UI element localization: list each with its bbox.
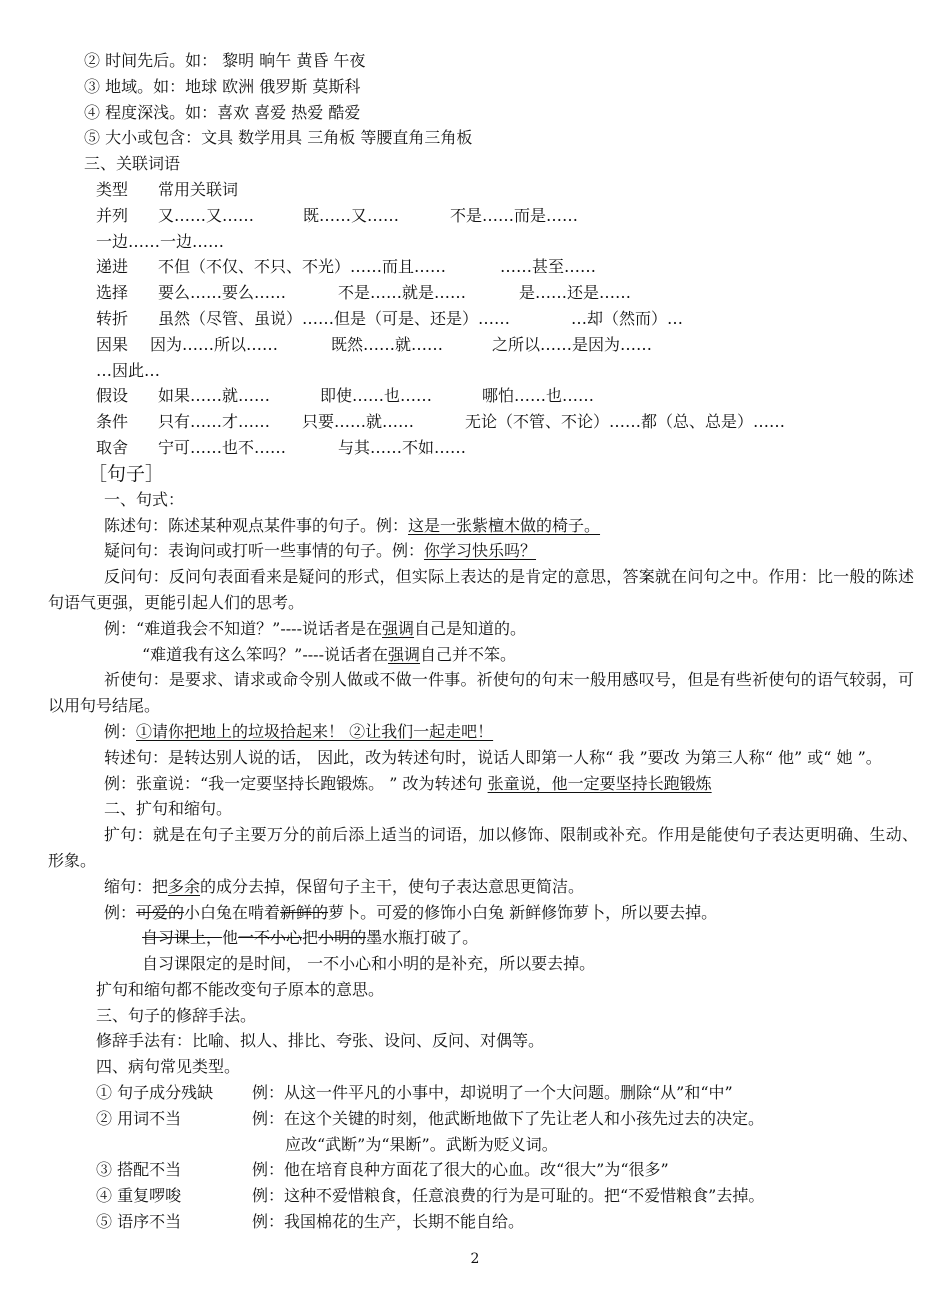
shrink-definition bbox=[104, 874, 950, 900]
rhetorical-definition-line: 反问句：反问句表面看来是疑问的形式，但实际上表达的是肯定的意思，答案就在问句之中。作用：比一 bbox=[104, 567, 850, 587]
struck-text: 可爱的 bbox=[136, 902, 185, 922]
shrink-example-note: 自习课限定的是时间， 一不小心和小明的是补充，所以要去掉。 bbox=[142, 954, 596, 974]
error-row-cont bbox=[96, 1132, 926, 1158]
table-row bbox=[96, 306, 916, 332]
expand-definition bbox=[48, 822, 918, 874]
table-header-row bbox=[96, 177, 916, 203]
table-row bbox=[96, 280, 916, 306]
example: 这是一张紫檀木做的椅子。 bbox=[408, 515, 601, 535]
conjunction: 无论（不管、不论）……都（总、总是）…… bbox=[465, 412, 786, 432]
text: 的成分去掉，保留句子主干，使句子表达意思更简洁。 bbox=[200, 876, 585, 896]
conjunction: 是……还是…… bbox=[519, 283, 632, 303]
table-row bbox=[96, 409, 916, 435]
row-type: 转折 bbox=[96, 308, 129, 328]
section-title: ［句子］ bbox=[88, 462, 165, 485]
table-row bbox=[96, 383, 916, 409]
example-text: “难道我有这么笨吗？”----说话者在 bbox=[142, 644, 388, 664]
conjunction: 与其……不如…… bbox=[338, 437, 467, 457]
conjunction: 哪怕……也…… bbox=[482, 386, 595, 406]
error-example: 例：他在培育良种方面花了很大的心血。改“很大”为“很多” bbox=[252, 1160, 669, 1180]
error-example: 例：我国棉花的生产，长期不能自给。 bbox=[252, 1212, 525, 1232]
text: 小白兔在啃着 bbox=[184, 902, 281, 922]
example: ①请你把地上的垃圾拾起来！ ②让我们一起走吧！ bbox=[136, 721, 494, 741]
struck-text: 自习课上， bbox=[142, 928, 223, 948]
subsection-heading: 二、扩句和缩句。 bbox=[104, 799, 233, 819]
row-type: 并列 bbox=[96, 205, 129, 225]
error-type: ② 用词不当 bbox=[96, 1108, 182, 1128]
table-header: 常用关联词 bbox=[158, 179, 239, 199]
conjunction: 只要……就…… bbox=[302, 412, 415, 432]
imperative-definition-cont: 较弱，可以用句号结尾。 bbox=[48, 670, 914, 716]
table-row-cont bbox=[96, 229, 916, 255]
imperative-example bbox=[104, 719, 950, 745]
rhetorical-example bbox=[104, 616, 950, 642]
rhetoric-list: 修辞手法有：比喻、拟人、排比、夸张、设问、反问、对偶等。 bbox=[96, 1031, 545, 1051]
table-header: 类型 bbox=[96, 179, 129, 199]
error-type: ④ 重复啰唆 bbox=[96, 1186, 182, 1206]
row-type: 取舍 bbox=[96, 437, 129, 457]
conjunction: …却（然而）… bbox=[571, 308, 684, 328]
error-type: ① 句子成分残缺 bbox=[96, 1083, 214, 1103]
text: 缩句：把 bbox=[104, 876, 169, 896]
rhetorical-definition bbox=[48, 564, 914, 616]
table-row bbox=[96, 435, 916, 461]
table-row bbox=[96, 254, 916, 280]
subsection-heading: 四、病句常见类型。 bbox=[96, 1057, 241, 1077]
conjunction: 不是……就是…… bbox=[338, 283, 467, 303]
row-type: 假设 bbox=[96, 386, 129, 406]
declarative-sentence bbox=[104, 513, 950, 539]
text: 萝卜。可爱的修饰小白兔 新鲜修饰萝卜，所以要去掉。 bbox=[328, 902, 718, 922]
conjunction: 宁可……也不…… bbox=[158, 437, 287, 457]
page-number: 2 bbox=[470, 1250, 480, 1267]
expand-definition-line: 扩句：就是在句子主要万分的前后添上适当的词语，加以修饰、限制或补充。作用是能使句子表达更明确、 bbox=[104, 825, 870, 845]
example-label: 例： bbox=[104, 902, 137, 922]
expand-definition-cont: 生动、形象。 bbox=[48, 825, 918, 870]
imperative-definition-line: 祈使句：是要求、请求或命令别人做或不做一件事。祈使句的句末一般用感叹号，但是有些祈使句的语气 bbox=[104, 670, 850, 690]
emphasis: 强调 bbox=[388, 644, 421, 664]
conjunction: 既……又…… bbox=[303, 205, 400, 225]
text: 他 bbox=[222, 928, 239, 948]
conjunction: 只有……才…… bbox=[158, 412, 271, 432]
error-row bbox=[96, 1209, 926, 1235]
interrogative-sentence bbox=[104, 538, 950, 564]
error-example: 例：这种不爱惜粮食，任意浪费的行为是可耻的。把“不爱惜粮食”去掉。 bbox=[252, 1186, 765, 1206]
definition: 陈述句：陈述某种观点某件事的句子。例： bbox=[104, 515, 409, 535]
error-row bbox=[96, 1106, 926, 1132]
conjunction: …因此… bbox=[96, 360, 161, 380]
section-heading: 三、关联词语 bbox=[84, 154, 181, 174]
struck-text: 新鲜的 bbox=[280, 902, 329, 922]
rhetorical-example bbox=[142, 642, 950, 668]
table-row-cont bbox=[96, 358, 916, 384]
error-row bbox=[96, 1157, 926, 1183]
conjunction: 不是……而是…… bbox=[450, 205, 579, 225]
conjunction: 即使……也…… bbox=[320, 386, 433, 406]
table-row bbox=[96, 332, 916, 358]
example-text: 自己是知道的。 bbox=[414, 618, 527, 638]
example-answer: 张童说，他一定要坚持长跑锻炼 bbox=[487, 773, 712, 793]
error-row bbox=[96, 1080, 926, 1106]
ordering-item: ② 时间先后。如： 黎明 晌午 黄昏 午夜 bbox=[84, 51, 366, 70]
example: 你学习快乐吗？ bbox=[424, 541, 537, 561]
example-label: 例： bbox=[104, 721, 137, 741]
conjunction: 一边……一边…… bbox=[96, 231, 225, 251]
ordering-item: ③ 地域。如：地球 欧洲 俄罗斯 莫斯科 bbox=[84, 76, 361, 96]
example-text: 自己并不笨。 bbox=[420, 644, 517, 664]
struck-text: 小明的 bbox=[318, 928, 367, 948]
reported-definition-line: 转述句：是转达别人说的话， 因此，改为转述句时，说话人即第一人称“ 我 ”要改 为第三人称“ 他 bbox=[104, 747, 794, 767]
example-text: 例：张童说：“我一定要坚持长跑锻炼。 ” 改为转述句 bbox=[104, 773, 488, 793]
error-type-list bbox=[96, 1080, 926, 1235]
conjunction: 如果……就…… bbox=[158, 386, 271, 406]
conjunction-table bbox=[96, 177, 916, 461]
definition: 疑问句：表询问或打听一些事情的句子。例： bbox=[104, 541, 425, 561]
conjunction: 既然……就…… bbox=[331, 334, 444, 354]
reported-example bbox=[104, 771, 950, 797]
error-row bbox=[96, 1183, 926, 1209]
row-type: 选择 bbox=[96, 283, 129, 303]
reported-definition bbox=[48, 745, 914, 771]
error-example: 例：在这个关键的时刻，他武断地做下了先让老人和小孩先过去的决定。 bbox=[252, 1108, 765, 1128]
example-text: 例：“难道我会不知道？”----说话者是在 bbox=[104, 618, 382, 638]
conjunction: 不但（不仅、不只、不光）……而且…… bbox=[158, 257, 447, 277]
shrink-example bbox=[142, 925, 950, 951]
conjunction: 之所以……是因为…… bbox=[492, 334, 653, 354]
subsection-heading: 三、句子的修辞手法。 bbox=[96, 1005, 257, 1025]
shrink-example bbox=[104, 900, 950, 926]
conjunction: 因为……所以…… bbox=[150, 334, 279, 354]
text: 把 bbox=[302, 928, 319, 948]
reported-definition-cont: ” 或“ 她 ”。 bbox=[793, 747, 882, 767]
subsection-heading: 一、句式： bbox=[104, 489, 185, 509]
conjunction: 要么……要么…… bbox=[158, 283, 287, 303]
conjunction: 又……又…… bbox=[158, 205, 255, 225]
row-type: 条件 bbox=[96, 412, 129, 432]
error-example: 例：从这一件平凡的小事中，却说明了一个大问题。删除“从”和“中” bbox=[252, 1083, 733, 1103]
error-type: ③ 搭配不当 bbox=[96, 1160, 182, 1180]
emphasis: 多余 bbox=[168, 876, 201, 896]
conjunction: 虽然（尽管、虽说）……但是（可是、还是）…… bbox=[158, 308, 511, 328]
conjunction: ……甚至…… bbox=[500, 257, 597, 277]
struck-text: 一不小心 bbox=[238, 928, 303, 948]
error-type: ⑤ 语序不当 bbox=[96, 1212, 182, 1232]
imperative-definition bbox=[48, 667, 914, 719]
text: 墨水瓶打破了。 bbox=[366, 928, 479, 948]
row-type: 因果 bbox=[96, 334, 129, 354]
error-correction: 应改“武断”为“果断”。武断为贬义词。 bbox=[285, 1134, 558, 1154]
rhetorical-definition-cont: 般的陈述句语气更强，更能引起人们的思考。 bbox=[48, 567, 914, 612]
table-row bbox=[96, 203, 916, 229]
ordering-item: ④ 程度深浅。如：喜欢 喜爱 热爱 酷爱 bbox=[84, 102, 361, 122]
note: 扩句和缩句都不能改变句子原本的意思。 bbox=[96, 979, 385, 999]
emphasis: 强调 bbox=[382, 618, 415, 638]
row-type: 递进 bbox=[96, 257, 129, 277]
ordering-item: ⑤ 大小或包含：文具 数学用具 三角板 等腰直角三角板 bbox=[84, 128, 473, 148]
